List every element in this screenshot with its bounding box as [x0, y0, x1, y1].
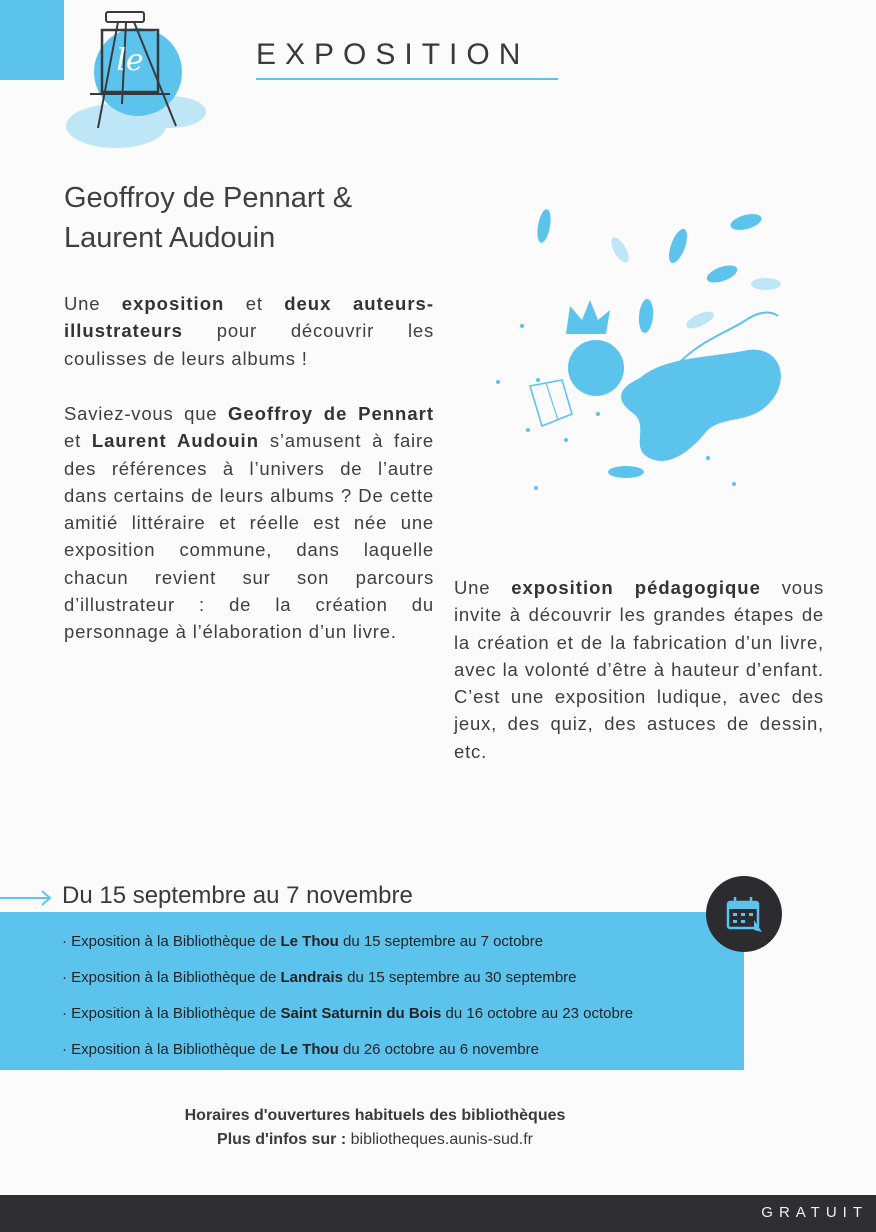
- story-bold-2: Laurent Audouin: [91, 430, 260, 452]
- title-underline: [256, 78, 558, 80]
- venue-list: [62, 924, 633, 1068]
- intro-bold-1: exposition: [121, 293, 225, 314]
- venue-place: Le Thou: [280, 1041, 339, 1058]
- venue-period: du 26 octobre au 6 novembre: [338, 1041, 539, 1058]
- free-label: GRATUIT: [761, 1204, 868, 1221]
- pedagogy-paragraph: [454, 574, 824, 765]
- more-info-url[interactable]: bibliotheques.aunis-sud.fr: [346, 1131, 533, 1148]
- footer-info: [0, 1104, 750, 1152]
- more-info-line: [0, 1128, 750, 1152]
- pedago-text-1: Une: [454, 577, 512, 598]
- story-paragraph: [64, 400, 434, 646]
- intro-text-1: Une: [64, 293, 122, 314]
- intro-text-3: pour découvrir les coulisses de leurs albums !: [64, 320, 434, 369]
- venue-item: [62, 924, 633, 960]
- story-text-2: et: [64, 430, 92, 452]
- arrow-right-icon: [0, 888, 56, 908]
- venue-prefix: · Exposition à la Bibliothèque de: [62, 969, 281, 986]
- easel-logo-icon: [60, 8, 220, 158]
- venue-place: Landrais: [280, 969, 344, 986]
- venue-period: du 15 septembre au 7 octobre: [338, 933, 544, 950]
- authors-line-2: Laurent Audouin: [64, 222, 276, 254]
- corner-accent-block: [0, 0, 64, 80]
- pedago-bold-1: exposition pédagogique: [511, 577, 761, 598]
- venue-period: du 15 septembre au 30 septembre: [343, 969, 577, 986]
- story-text-1: Saviez-vous que: [64, 403, 228, 424]
- calendar-badge: [706, 876, 782, 952]
- venue-item: [62, 1032, 633, 1068]
- crowned-ink-splash-illustration: [490, 200, 790, 500]
- story-bold-1: Geoffroy de Pennart: [227, 403, 434, 424]
- authors-heading: [64, 178, 436, 258]
- venue-place: Saint Saturnin du Bois: [280, 1005, 442, 1022]
- venue-prefix: · Exposition à la Bibliothèque de: [62, 1041, 281, 1058]
- story-text-3: s’amusent à faire des références à l’univers de l’autre dans certains de leurs albums ? De cette amitié littéraire et réelle est née une exposition commune, dans laquelle chacun revient sur son parcours d’illustrateur : de la création du personnage à l’élaboration d’un livre.: [64, 430, 435, 643]
- date-range: Du 15 septembre au 7 novembre: [62, 882, 413, 909]
- intro-text-2: et: [224, 293, 285, 314]
- venue-period: du 16 octobre au 23 octobre: [441, 1005, 634, 1022]
- opening-hours: Horaires d'ouvertures habituels des bibliothèques: [184, 1107, 566, 1124]
- more-info-label: Plus d'infos sur :: [217, 1131, 347, 1148]
- page-title: EXPOSITION: [256, 38, 530, 71]
- svg-text:le: le: [116, 43, 144, 78]
- bottom-bar: [0, 1195, 876, 1232]
- venue-prefix: · Exposition à la Bibliothèque de: [62, 933, 281, 950]
- intro-bold-2: deux auteurs-illustrateurs: [64, 293, 435, 342]
- authors-line-1: Geoffroy de Pennart &: [64, 182, 353, 214]
- venue-prefix: · Exposition à la Bibliothèque de: [62, 1005, 281, 1022]
- venue-item: [62, 996, 633, 1032]
- calendar-icon: [724, 894, 764, 934]
- venue-place: Le Thou: [280, 933, 339, 950]
- pedago-text-2: vous invite à découvrir les grandes étapes de la création et de la fabrication d’un livre, avec la volonté d’être à hauteur d’enfant. C’est une exposition ludique, avec des jeux, des quiz, des astuces de dessin, etc.: [454, 577, 825, 762]
- venue-item: [62, 960, 633, 996]
- intro-paragraph: [64, 290, 434, 372]
